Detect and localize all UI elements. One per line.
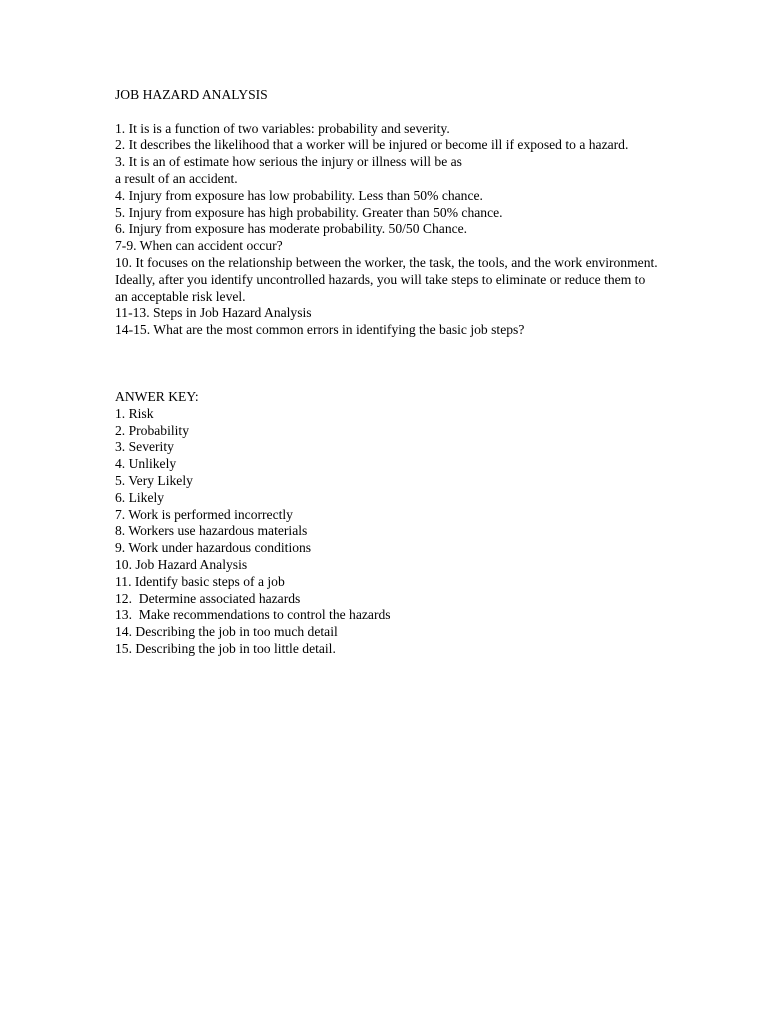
- answer-item: 14. Describing the job in too much detail: [115, 624, 338, 640]
- answer-key: [115, 389, 660, 658]
- answer-key-heading: ANWER KEY:: [115, 388, 199, 404]
- question-item: 2. It describes the likelihood that a worker will be injured or become ill if exposed to a hazard.: [115, 137, 629, 153]
- answer-item: 15. Describing the job in too little detail.: [115, 640, 336, 656]
- answer-item: 6. Likely: [115, 489, 165, 505]
- answer-item: 2. Probability: [115, 422, 190, 438]
- document-body: [115, 87, 660, 658]
- question-item: 11-13. Steps in Job Hazard Analysis: [115, 305, 312, 321]
- question-item: 5. Injury from exposure has high probability. Greater than 50% chance.: [115, 204, 503, 220]
- question-item-continuation: a result of an accident.: [115, 170, 238, 186]
- answer-item: 3. Severity: [115, 439, 174, 455]
- answer-item: 5. Very Likely: [115, 472, 193, 488]
- answer-item: 9. Work under hazardous conditions: [115, 540, 312, 556]
- answer-item: 8. Workers use hazardous materials: [115, 523, 308, 539]
- question-item: 3. It is an of estimate how serious the injury or illness will be as: [115, 154, 462, 170]
- answer-item: 1. Risk: [115, 405, 154, 421]
- answer-item: 7. Work is performed incorrectly: [115, 506, 293, 522]
- question-item: 6. Injury from exposure has moderate probability. 50/50 Chance.: [115, 221, 468, 237]
- question-item: 4. Injury from exposure has low probability. Less than 50% chance.: [115, 187, 483, 203]
- question-item: 14-15. What are the most common errors in identifying the basic job steps?: [115, 322, 525, 338]
- answer-item: 12. Determine associated hazards: [115, 590, 301, 606]
- answer-item: 13. Make recommendations to control the hazards: [115, 607, 391, 623]
- answer-item: 4. Unlikely: [115, 456, 177, 472]
- question-item: 1. It is is a function of two variables: probability and severity.: [115, 120, 450, 136]
- section-spacer: [115, 339, 660, 389]
- answer-item: 10. Job Hazard Analysis: [115, 556, 248, 572]
- document-title: JOB HAZARD ANALYSIS: [115, 87, 268, 102]
- question-item: 7-9. When can accident occur?: [115, 238, 283, 254]
- question-list: [115, 121, 660, 339]
- answer-item: 11. Identify basic steps of a job: [115, 573, 285, 589]
- question-item: 10. It focuses on the relationship between the worker, the task, the tools, and the work environment. Ideally, after you identify uncontrolled hazards, you will take steps to eliminate or reduce them to an acceptable risk level.: [115, 254, 658, 304]
